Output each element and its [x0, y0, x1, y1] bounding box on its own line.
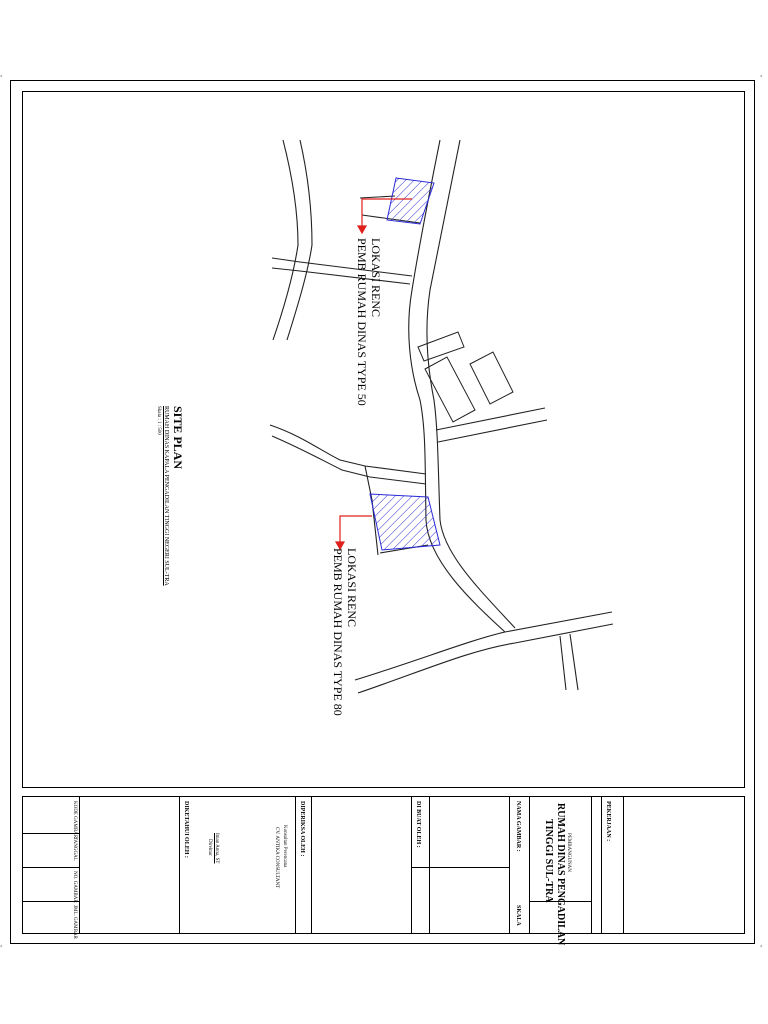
side-road — [438, 420, 547, 442]
signer-name: Iman Anna, ST — [214, 833, 219, 864]
project-title-line2: TINGGI SUL-TRA — [543, 819, 554, 903]
side-road — [287, 140, 312, 340]
corner-mark: ' — [0, 74, 3, 83]
side-road — [272, 436, 426, 484]
location-label-line: LOKASI RENC — [345, 548, 359, 628]
location-label-type-80 — [332, 548, 358, 716]
divider — [411, 797, 412, 933]
tanggal-label: TANGGAL — [72, 837, 77, 861]
corner-mark: ' — [760, 944, 763, 953]
divider — [601, 797, 602, 933]
side-road — [270, 425, 426, 474]
map-scale-note: Skala : 1 : 500 — [156, 406, 161, 435]
no-gambar-label: NO. GAMBAR — [72, 871, 77, 903]
divider — [591, 797, 592, 933]
project-title-line1: RUMAH DINAS PENGADILAN — [555, 803, 566, 946]
lot-type-80 — [370, 494, 440, 550]
main-road-edge — [427, 140, 515, 628]
consultant-name: CV. ANTIKA CONSULTANT — [274, 827, 279, 889]
bottom-road — [355, 632, 505, 680]
dibuat-oleh-label: DI BUAT OLEH : — [415, 801, 421, 848]
buildings — [418, 332, 513, 422]
divider — [179, 797, 180, 933]
bottom-road — [560, 636, 566, 690]
building — [470, 352, 513, 404]
consultant-role: Konsultan Perencana — [282, 825, 287, 868]
location-label-line: LOKASI RENC — [369, 238, 383, 318]
bottom-road — [505, 612, 612, 632]
location-label-line: PEMB RUMAH DINAS TYPE 80 — [331, 548, 345, 716]
map-title: SITE PLAN — [171, 406, 185, 470]
divider — [623, 797, 624, 933]
kode-gambar-label: KODE GAMBAR — [72, 801, 77, 839]
side-road — [436, 408, 545, 430]
map-title-block — [156, 406, 184, 586]
pekerjaan-label: PEKERJAAN : — [605, 801, 611, 842]
cross-road — [272, 268, 410, 284]
arrowhead — [358, 226, 366, 233]
pembangunan-label: PEMBANGUNAN — [566, 833, 571, 872]
location-label-line: PEMB RUMAH DINAS TYPE 50 — [355, 238, 369, 406]
bottom-road — [570, 634, 578, 690]
signer-title: Direktur — [207, 839, 212, 856]
map-subtitle: RUMAH DINAS KAPALA PENGADILAN TINGGI NEGERI SUL-TRA — [163, 406, 169, 586]
divider — [295, 797, 296, 933]
diketahui-oleh-label: DIKETAHUI OLEH : — [183, 801, 189, 858]
diperiksa-oleh-label: DIPERIKSA OLEH : — [299, 801, 305, 857]
road-network — [270, 140, 613, 693]
divider — [509, 797, 510, 933]
divider — [429, 797, 430, 933]
divider — [23, 867, 79, 868]
corner-mark: ' — [0, 944, 3, 953]
divider — [411, 867, 509, 868]
jml-gambar-label: JML. GAMBAR — [72, 905, 77, 939]
corner-mark: ' — [760, 74, 763, 83]
title-block — [22, 796, 745, 946]
divider — [23, 901, 79, 902]
access-lane — [360, 196, 395, 198]
divider — [529, 797, 530, 933]
divider — [311, 797, 312, 933]
divider — [79, 797, 80, 933]
lot-type-50 — [387, 178, 434, 224]
building — [418, 332, 464, 361]
divider — [23, 833, 79, 834]
skala-label: SKALA — [515, 905, 521, 926]
side-road — [273, 140, 298, 340]
bottom-road — [358, 643, 515, 693]
location-label-type-50 — [356, 238, 382, 406]
nama-gambar-label: NAMA GAMBAR : — [515, 801, 521, 852]
